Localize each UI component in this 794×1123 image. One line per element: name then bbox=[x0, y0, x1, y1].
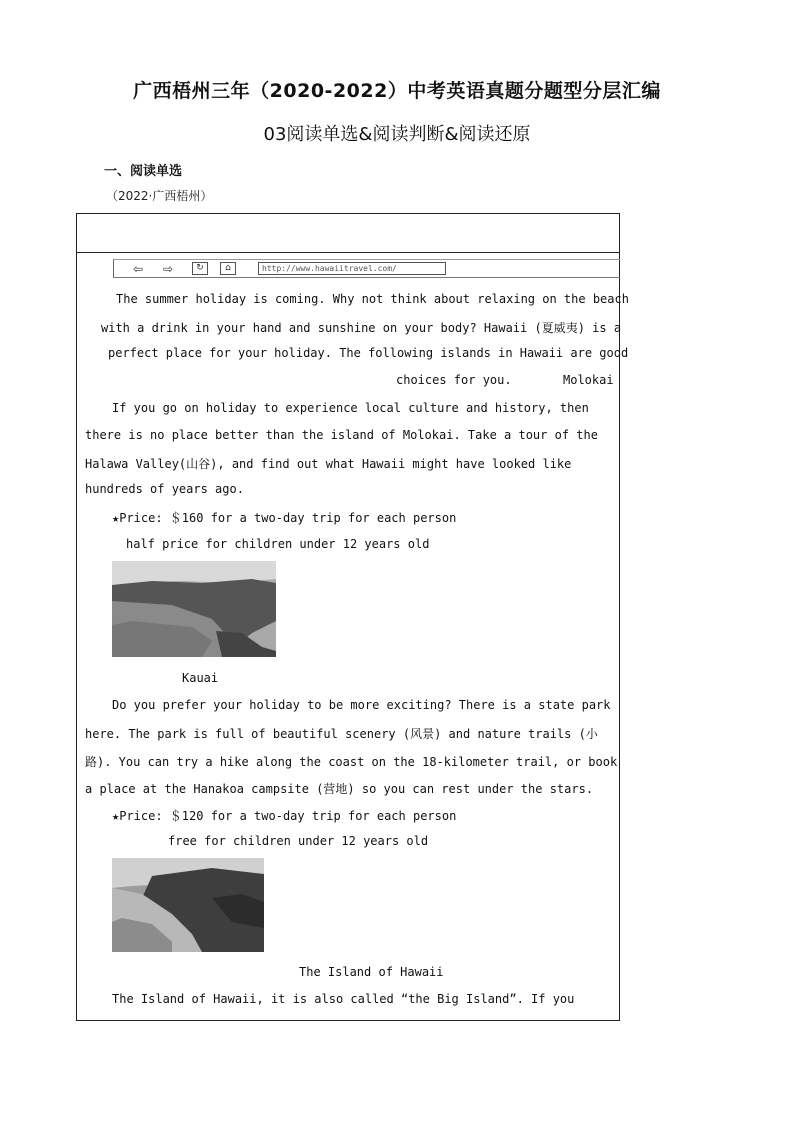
molokai-price: ★Price: ＄160 for a two-day trip for each person bbox=[112, 511, 457, 525]
molokai-price-note: half price for children under 12 years old bbox=[126, 537, 430, 551]
question-source: （2022·广西梧州） bbox=[106, 189, 213, 203]
molokai-heading: Molokai bbox=[563, 373, 614, 387]
refresh-icon[interactable]: ↻ bbox=[192, 262, 208, 275]
kauai-heading: Kauai bbox=[182, 671, 219, 685]
forward-arrow-icon[interactable]: ⇨ bbox=[162, 262, 174, 276]
kauai-price: ★Price: ＄120 for a two-day trip for each person bbox=[112, 809, 457, 823]
document-subtitle: 03阅读单选&阅读判断&阅读还原 bbox=[263, 124, 531, 145]
molokai-text: Halawa Valley(山谷), and find out what Hawaii might have looked like bbox=[85, 457, 572, 471]
big-island-text: The Island of Hawaii, it is also called “the Big Island”. If you bbox=[112, 992, 575, 1006]
frame-divider bbox=[77, 252, 619, 253]
home-icon[interactable]: ⌂ bbox=[220, 262, 236, 275]
kauai-coast-photo bbox=[112, 561, 276, 657]
kauai-text: a place at the Hanakoa campsite (营地) so you can rest under the stars. bbox=[85, 782, 594, 796]
molokai-text: there is no place better than the island of Molokai. Take a tour of the bbox=[85, 428, 598, 442]
kauai-text: here. The park is full of beautiful scenery (风景) and nature trails (小 bbox=[85, 727, 598, 741]
kauai-text: Do you prefer your holiday to be more exciting? There is a state park bbox=[112, 698, 611, 712]
back-arrow-icon[interactable]: ⇦ bbox=[132, 262, 144, 276]
kauai-text: 路). You can try a hike along the coast on the 18-kilometer trail, or book bbox=[85, 755, 618, 769]
big-island-heading: The Island of Hawaii bbox=[299, 965, 444, 979]
document-title: 广西梧州三年（2020-2022）中考英语真题分题型分层汇编 bbox=[133, 80, 661, 102]
address-bar[interactable]: http://www.hawaiitravel.com/ bbox=[258, 262, 446, 275]
big-island-photo bbox=[112, 858, 264, 952]
intro-line: perfect place for your holiday. The following islands in Hawaii are good bbox=[108, 346, 629, 360]
intro-line: with a drink in your hand and sunshine on your body? Hawaii (夏威夷) is a bbox=[101, 321, 622, 335]
molokai-text: If you go on holiday to experience local culture and history, then bbox=[112, 401, 589, 415]
section-heading: 一、阅读单选 bbox=[104, 164, 183, 179]
molokai-text: hundreds of years ago. bbox=[85, 482, 244, 496]
intro-line: choices for you. bbox=[396, 373, 512, 387]
kauai-price-note: free for children under 12 years old bbox=[168, 834, 429, 848]
intro-line: The summer holiday is coming. Why not think about relaxing on the beach bbox=[116, 292, 629, 306]
